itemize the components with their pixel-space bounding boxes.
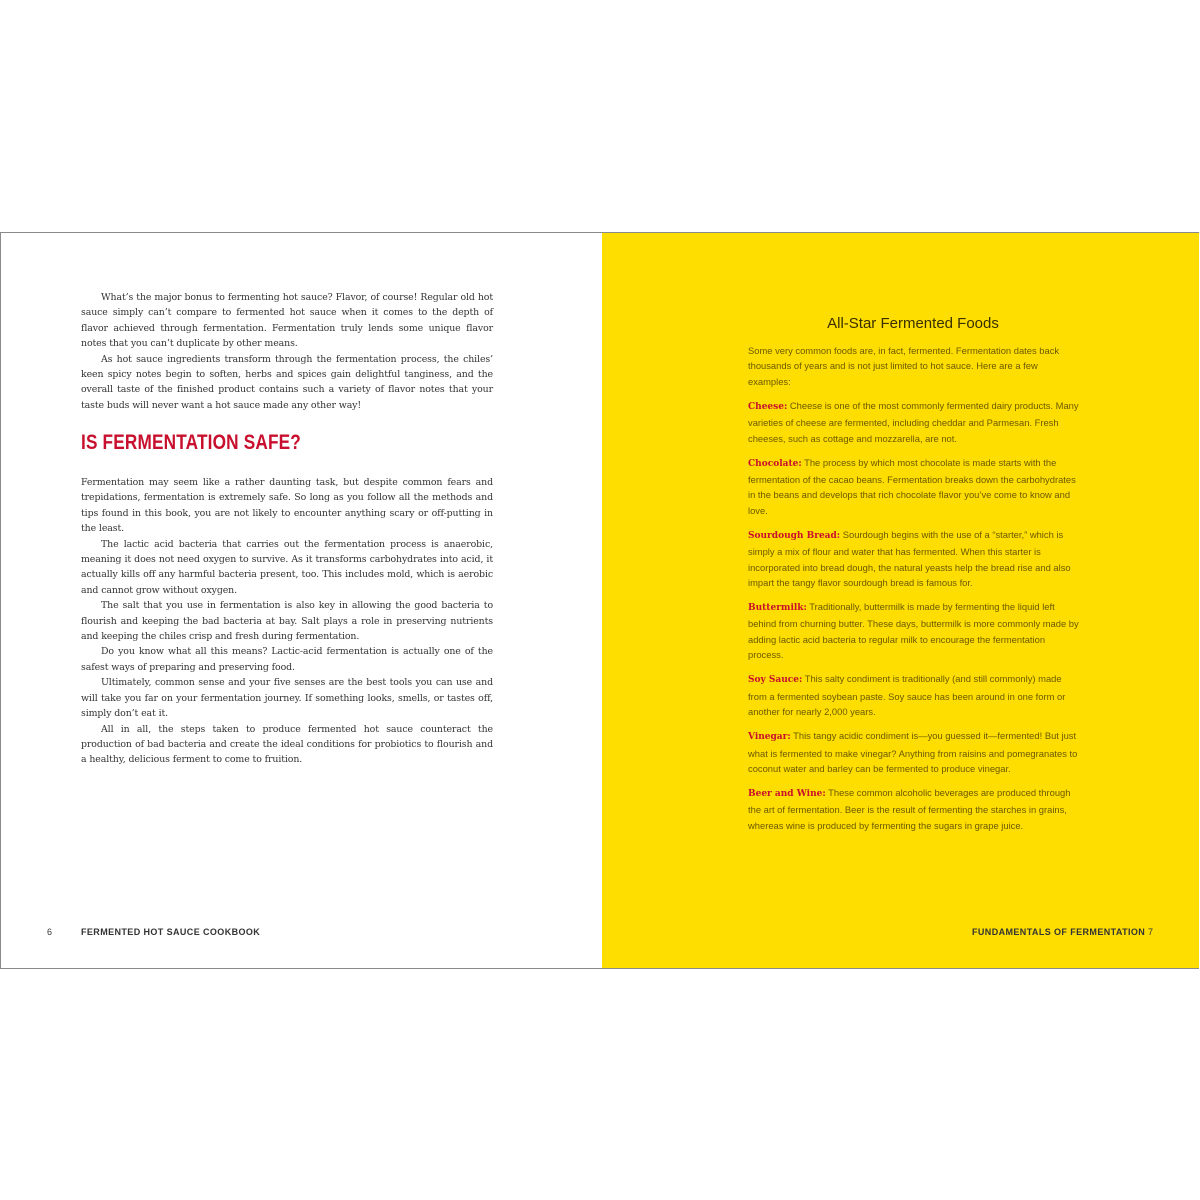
right-page-sidebar bbox=[602, 233, 1199, 968]
term-text: Traditionally, buttermilk is made by fermenting the liquid left behind from churning butter. These days, buttermilk is more commonly made by adding lactic acid bacteria to regular milk to encourage the fermentation process. bbox=[748, 601, 1079, 661]
term-label: Chocolate: bbox=[748, 458, 802, 469]
term-text: The process by which most chocolate is made starts with the fermentation of the cacao beans. Fermentation breaks down the carbohydrates in the beans and develops that rich chocolate flavor you’ve come to know and love. bbox=[748, 456, 1076, 516]
section-paragraph-4: Do you know what all this means? Lactic-acid fermentation is actually one of the safest ways of preparing and preserving food. bbox=[81, 646, 493, 673]
intro-text bbox=[81, 290, 493, 413]
left-page bbox=[1, 233, 602, 968]
sidebar-title: All-Star Fermented Foods bbox=[827, 315, 999, 332]
intro-paragraph-1: What’s the major bonus to fermenting hot sauce? Flavor, of course! Regular old hot sauce simply can’t compare to fermented hot sauce when it comes to the depth of flavor achieved through fermentation. Fermentation truly lends some unique flavor notes that you can’t duplicate by other means. bbox=[81, 292, 493, 350]
sidebar-intro: Some very common foods are, in fact, fermented. Fermentation dates back thousands of years and is not just limited to hot sauce. Here are a few examples: bbox=[748, 345, 1060, 387]
section-paragraph-6: All in all, the steps taken to produce fermented hot sauce counteract the production of bad bacteria and create the ideal conditions for probiotics to flourish and a healthy, delicious ferment to come to fruition. bbox=[81, 723, 493, 766]
term-text: This tangy acidic condiment is—you guessed it—fermented! But just what is fermented to make vinegar? Anything from raisins and pomegranates to coconut water and barley can be fermented to produce vinegar. bbox=[748, 730, 1078, 774]
section-paragraph-5: Ultimately, common sense and your five senses are the best tools you can use and will take you far on your fermentation journey. If something looks, smells, or tastes off, simply don’t eat it. bbox=[81, 677, 493, 720]
section-paragraph-3: The salt that you use in fermentation is also key in allowing the good bacteria to flourish and keeping the bad bacteria at bay. Salt plays a role in preserving nutrients and keeping the chiles crisp and fresh during fermentation. bbox=[81, 600, 493, 643]
term-label: Beer and Wine: bbox=[748, 788, 826, 799]
right-running-title: FUNDAMENTALS OF FERMENTATION bbox=[972, 927, 1146, 937]
section-text bbox=[81, 475, 493, 768]
book-spread bbox=[0, 232, 1199, 969]
sidebar-item-sourdough bbox=[748, 527, 1080, 591]
left-page-number: 6 bbox=[47, 927, 53, 937]
sidebar-item-cheese bbox=[748, 398, 1080, 446]
sidebar-item-buttermilk bbox=[748, 599, 1080, 663]
sidebar-item-soy-sauce bbox=[748, 671, 1080, 719]
section-heading: IS FERMENTATION SAFE? bbox=[81, 431, 301, 454]
term-label: Soy Sauce: bbox=[748, 675, 803, 686]
section-paragraph-2: The lactic acid bacteria that carries out the fermentation process is anaerobic, meaning it does not need oxygen to survive. As it transforms carbohydrates into acid, it actually kills off any harmful bacteria present, too. This includes mold, which is aerobic and cannot grow without oxygen. bbox=[81, 538, 493, 596]
term-label: Buttermilk: bbox=[748, 603, 807, 614]
term-text: These common alcoholic beverages are produced through the art of fermentation. Beer is the result of fermenting the starches in grains, whereas wine is produced by fermenting the sugars in grape juice. bbox=[748, 786, 1071, 831]
intro-paragraph-2: As hot sauce ingredients transform through the fermentation process, the chiles’ keen spicy notes begin to soften, herbs and spices gain delightful tanginess, and the overall taste of the finished product contains such a variety of flavor notes that your taste buds will never want a hot sauce made any other way! bbox=[81, 353, 493, 411]
section-paragraph-1: Fermentation may seem like a rather daunting task, but despite common fears and trepidations, fermentation is extremely safe. So long as you follow all the methods and tips found in this book, you are not likely to encounter anything scary or off-putting in the least. bbox=[81, 477, 493, 535]
left-running-title: FERMENTED HOT SAUCE COOKBOOK bbox=[81, 927, 261, 937]
right-page-number: 7 bbox=[1148, 927, 1154, 937]
sidebar-item-chocolate bbox=[748, 455, 1080, 519]
term-text: Sourdough begins with the use of a “starter,” which is simply a mix of flour and water that has fermented. When this starter is incorporated into bread dough, the natural yeasts help the bread rise and also impart the tangy flavor sourdough bread is famous for. bbox=[748, 528, 1071, 589]
term-label: Sourdough Bread: bbox=[748, 530, 841, 541]
term-label: Vinegar: bbox=[748, 732, 791, 743]
term-text: This salty condiment is traditionally (and still commonly) made from a fermented soybean paste. Soy sauce has been around in one form or another for nearly 2,000 years. bbox=[748, 673, 1066, 718]
sidebar-item-vinegar bbox=[748, 728, 1080, 776]
term-label: Cheese: bbox=[748, 401, 788, 412]
sidebar-body bbox=[748, 343, 1080, 842]
term-text: Cheese is one of the most commonly fermented dairy products. Many varieties of cheese are fermented, including cheddar and Parmesan. Fresh cheeses, such as cottage and mozzarella, are not. bbox=[748, 399, 1079, 444]
sidebar-item-beer-wine bbox=[748, 785, 1080, 833]
